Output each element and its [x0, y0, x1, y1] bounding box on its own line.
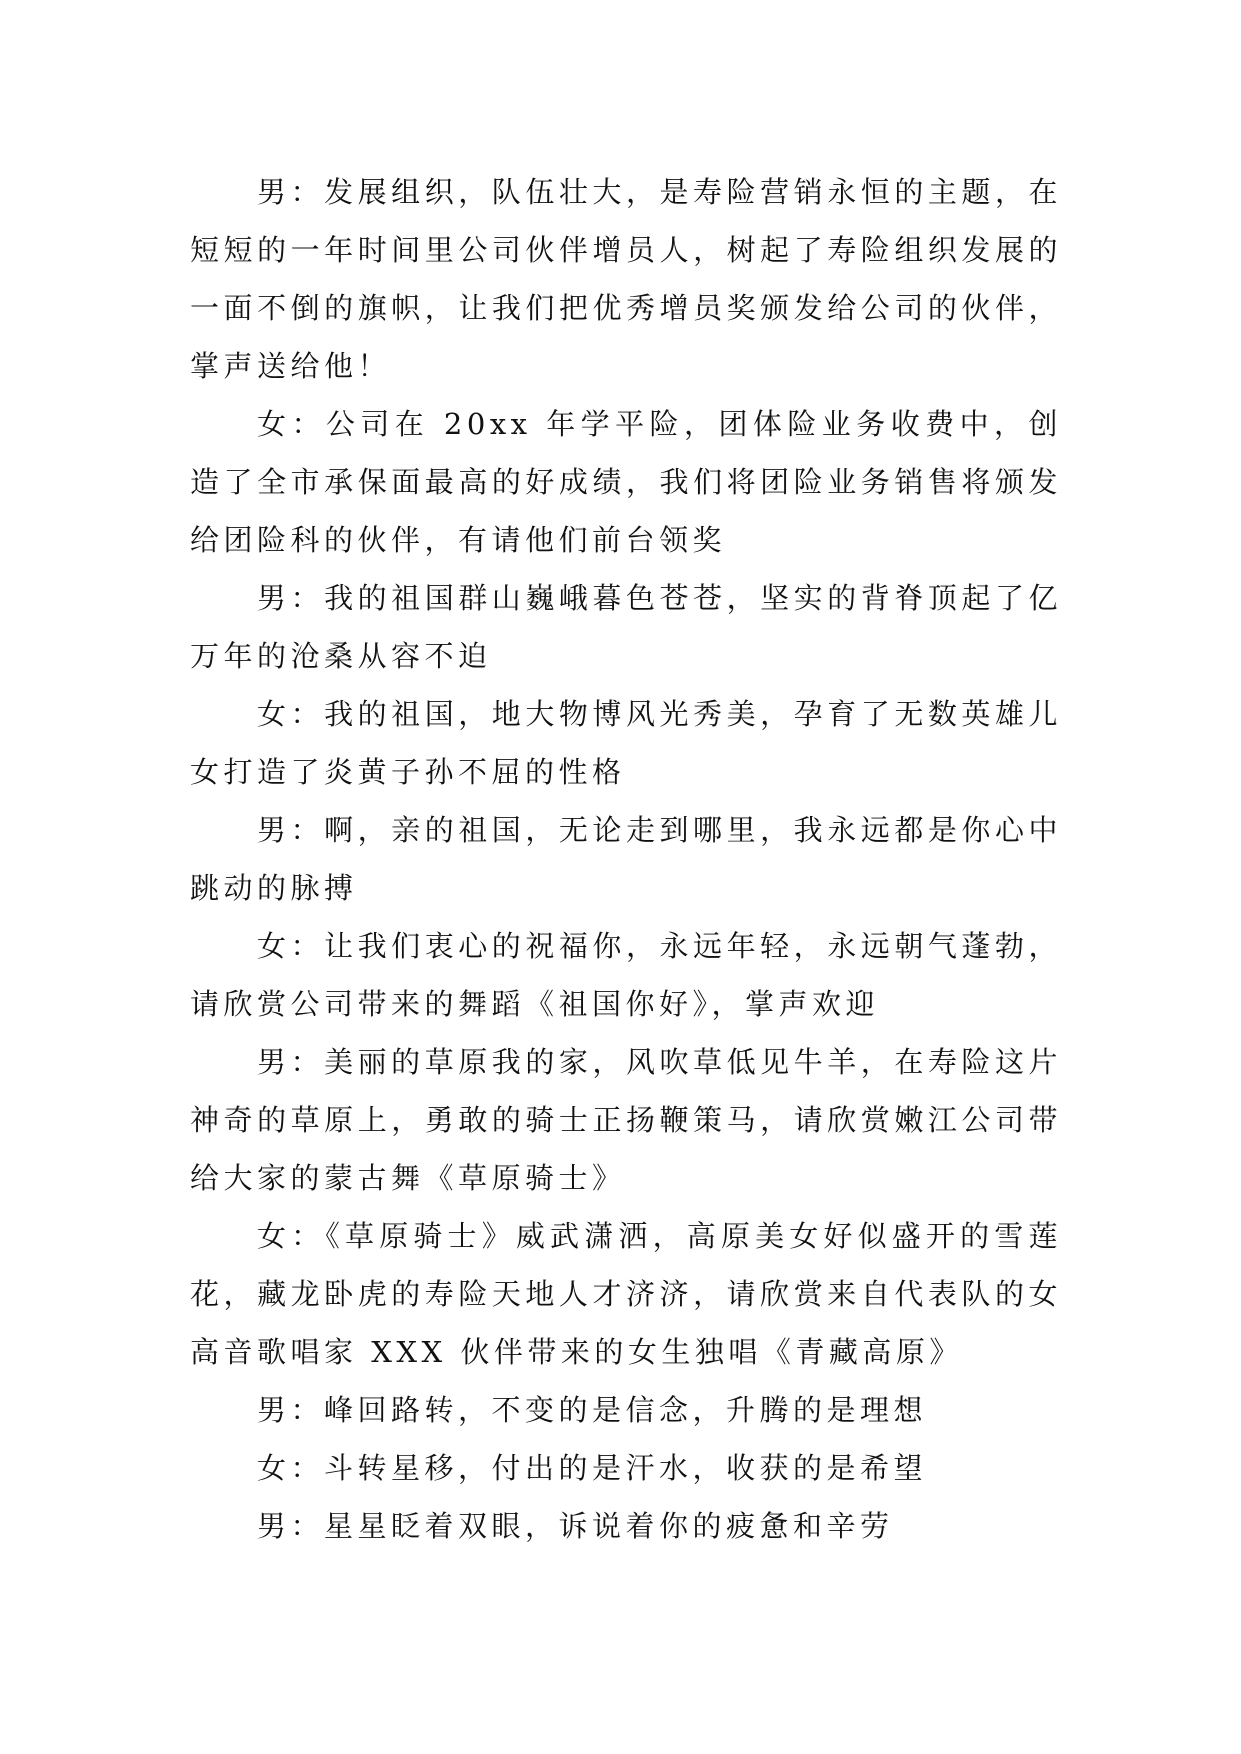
paragraph: 男：啊，亲的祖国，无论走到哪里，我永远都是你心中跳动的脉搏 — [190, 813, 1062, 905]
paragraph: 男：我的祖国群山巍峨暮色苍苍，坚实的背脊顶起了亿万年的沧桑从容不迫 — [190, 581, 1062, 673]
paragraph: 女：斗转星移，付出的是汗水，收获的是希望 — [257, 1451, 928, 1485]
paragraph: 女：我的祖国，地大物博风光秀美，孕育了无数英雄儿女打造了炎黄子孙不屈的性格 — [190, 697, 1062, 789]
paragraph: 男：发展组织，队伍壮大，是寿险营销永恒的主题，在短短的一年时间里公司伙伴增员人，树起了寿险组织发展的一面不倒的旗帜，让我们把优秀增员奖颁发给公司的伙伴，掌声送给他！ — [190, 175, 1062, 383]
paragraph: 男：峰回路转，不变的是信念，升腾的是理想 — [257, 1393, 928, 1427]
paragraph: 男：美丽的草原我的家，风吹草低见牛羊，在寿险这片神奇的草原上，勇敢的骑士正扬鞭策马，请欣赏嫩江公司带给大家的蒙古舞《草原骑士》 — [190, 1045, 1062, 1195]
paragraph: 男：星星眨着双眼，诉说着你的疲惫和辛劳 — [257, 1509, 894, 1543]
paragraph: 女：公司在 20xx 年学平险，团体险业务收费中，创造了全市承保面最高的好成绩，我们将团险业务销售将颁发给团险科的伙伴，有请他们前台领奖 — [190, 407, 1062, 557]
paragraph: 女：《草原骑士》威武潇洒，高原美女好似盛开的雪莲花，藏龙卧虎的寿险天地人才济济，请欣赏来自代表队的女高音歌唱家 XXX 伙伴带来的女生独唱《青藏高原》 — [190, 1219, 1062, 1369]
document-body — [190, 163, 1062, 1555]
paragraph: 女：让我们衷心的祝福你，永远年轻，永远朝气蓬勃，请欣赏公司带来的舞蹈《祖国你好》，掌声欢迎 — [190, 929, 1062, 1021]
